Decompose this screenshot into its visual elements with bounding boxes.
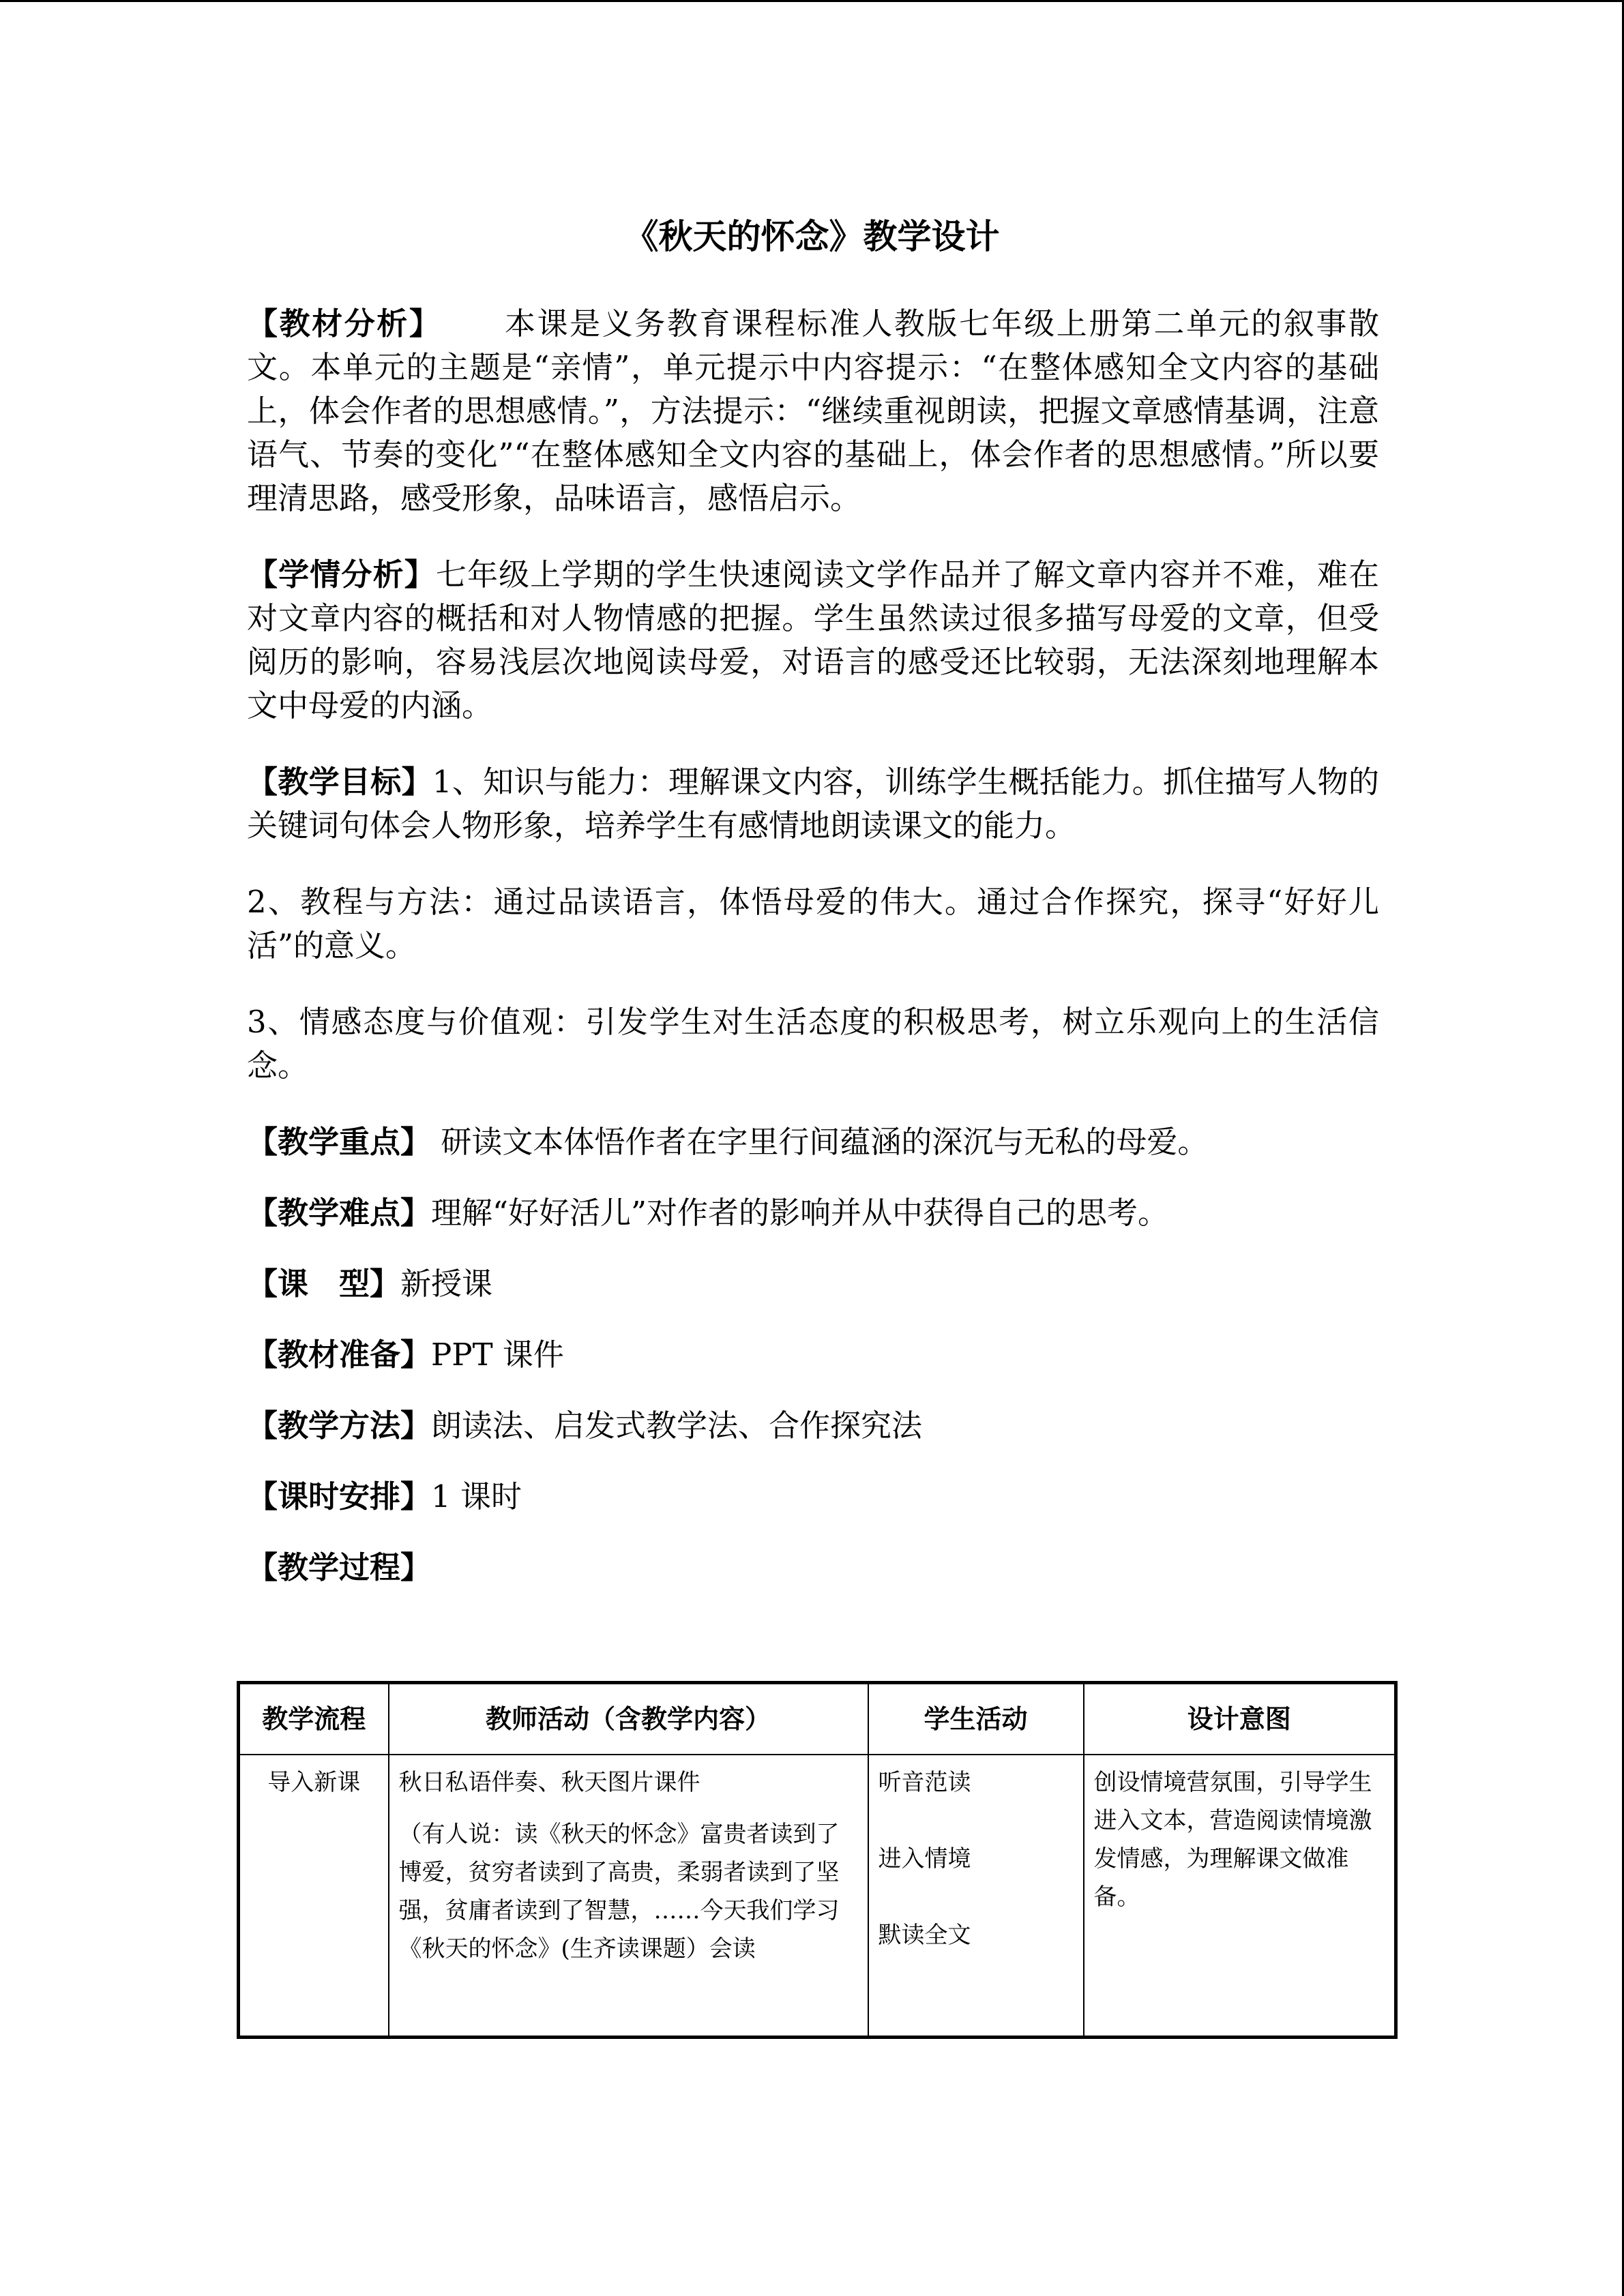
difficulty-label: 【教学难点】 — [247, 1195, 432, 1231]
methods-section — [247, 1404, 1379, 1448]
methods-label: 【教学方法】 — [247, 1407, 432, 1444]
student-activity-2: 进入情境 — [878, 1845, 971, 1873]
stage-cell — [239, 1755, 389, 2038]
student-activity-cell — [868, 1755, 1084, 2038]
schedule-section — [247, 1475, 1379, 1519]
table-header-row — [239, 1683, 1396, 1755]
student-activity-3: 默读全文 — [878, 1922, 971, 1949]
student-analysis-section — [247, 553, 1379, 728]
teaching-goal-1: 1、知识与能力：理解课文内容，训练学生概括能力。抓住描写人物的关键词句体会人物形象，培养学生有感情地朗读课文的能力。 — [247, 764, 1379, 844]
design-purpose-text: 创设情境营氛围，引导学生进入文本，营造阅读情境激发情感，为理解课文做准备。 — [1093, 1769, 1372, 1911]
header-student-activity: 学生活动 — [868, 1683, 1084, 1755]
design-purpose-cell — [1084, 1755, 1396, 2038]
page-border-top — [0, 0, 1624, 2]
lesson-type-section — [247, 1262, 1379, 1306]
student-analysis-text: 七年级上学期的学生快速阅读文学作品并了解文章内容并不难，难在对文章内容的概括和对人物情感的把握。学生虽然读过很多描写母爱的文章，但受阅历的影响，容易浅层次地阅读母爱，对语言的感受还比较弱，无法深刻地理解本文中母爱的内涵。 — [247, 556, 1379, 724]
header-teacher-activity: 教师活动（含教学内容） — [389, 1683, 868, 1755]
difficulty-text: 理解“好好活儿”对作者的影响并从中获得自己的思考。 — [431, 1195, 1169, 1231]
methods-text: 朗读法、启发式教学法、合作探究法 — [431, 1407, 923, 1444]
teacher-activity-line-1: 秋日私语伴奏、秋天图片课件 — [398, 1769, 700, 1796]
student-analysis-label: 【学情分析】 — [247, 556, 436, 593]
materials-label: 【教材准备】 — [247, 1337, 432, 1373]
materials-section — [247, 1333, 1379, 1377]
process-label: 【教学过程】 — [247, 1549, 432, 1585]
teaching-goals-label: 【教学目标】 — [247, 764, 432, 800]
header-design-purpose: 设计意图 — [1084, 1683, 1396, 1755]
header-stage: 教学流程 — [239, 1683, 389, 1755]
document-title: 《秋天的怀念》教学设计 — [624, 217, 1000, 256]
key-point-text: 研读文本体悟作者在字里行间蕴涵的深沉与无私的母爱。 — [441, 1124, 1209, 1160]
stage-text: 导入新课 — [267, 1769, 361, 1796]
key-point-label: 【教学重点】 — [247, 1124, 432, 1160]
schedule-label: 【课时安排】 — [247, 1478, 432, 1515]
teaching-goal-3: 3、情感态度与价值观：引发学生对生活态度的积极思考，树立乐观向上的生活信念。 — [247, 1004, 1379, 1084]
teaching-goal-2: 2、教程与方法：通过品读语言，体悟母爱的伟大。通过合作探究，探寻“好好儿活”的意义。 — [247, 884, 1379, 964]
material-analysis-label: 【教材分析】 — [247, 305, 442, 342]
student-activity-1: 听音范读 — [878, 1769, 971, 1796]
key-point-section — [247, 1120, 1379, 1164]
teaching-process-table — [237, 1681, 1398, 2039]
teaching-goal-2-paragraph — [247, 880, 1379, 968]
materials-text: PPT 课件 — [431, 1337, 564, 1373]
schedule-text: 1 课时 — [431, 1478, 522, 1515]
table-row — [239, 1755, 1396, 2038]
teaching-goal-3-paragraph — [247, 1000, 1379, 1088]
material-analysis-section — [247, 302, 1379, 520]
lesson-type-label: 【课 型】 — [247, 1266, 401, 1302]
teacher-activity-line-2: （有人说：读《秋天的怀念》富贵者读到了博爱，贫穷者读到了高贵，柔弱者读到了坚强，贫庸者读到了智慧，……今天我们学习《秋天的怀念》(生齐读课题）会读 — [398, 1821, 840, 1963]
difficulty-section — [247, 1191, 1379, 1235]
teacher-activity-cell — [389, 1755, 868, 2038]
document-body — [247, 302, 1379, 1617]
material-analysis-text: 本课是义务教育课程标准人教版七年级上册第二单元的叙事散文。本单元的主题是“亲情”，单元提示中内容提示：“在整体感知全文内容的基础上，体会作者的思想感情。”，方法提示：“继续重视朗读，把握文章感情基调，注意语气、节奏的变化”“在整体感知全文内容的基础上，体会作者的思想感情。”所以要理清思路，感受形象，品味语言，感悟启示。 — [247, 305, 1379, 516]
teaching-goals-section — [247, 760, 1379, 848]
lesson-type-text: 新授课 — [400, 1266, 493, 1302]
process-section — [247, 1546, 1379, 1590]
